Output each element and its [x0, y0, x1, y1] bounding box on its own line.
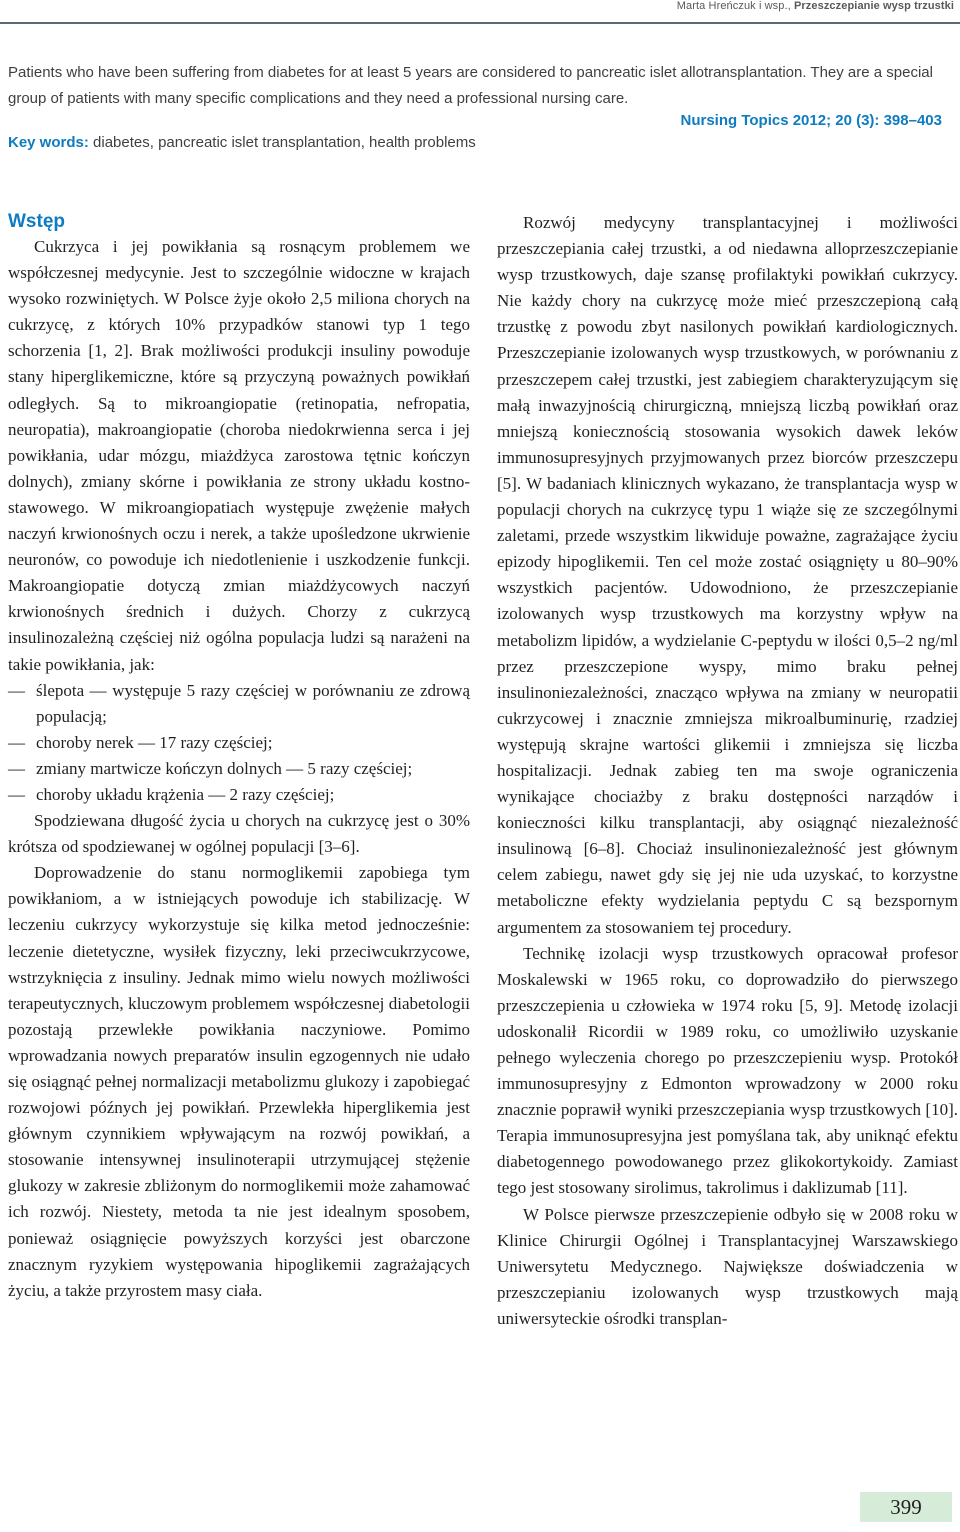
right-column — [497, 210, 958, 1332]
paragraph: Rozwój medycyny transplantacyjnej i możliwości przeszczepiania całej trzustki, a od niedawna alloprzeszczepianie wysp trzustkowych, daje szansę profilaktyki powikłań cukrzycy. Nie każdy chory na cukrzycę może mieć przeszczepioną całą trzustkę z powodu zbyt nasilonych powikłań kardiologicznych. Przeszczepianie izolowanych wysp trzustkowych, w porównaniu z przeszczepem całej trzustki, jest zabiegiem charakteryzującym się małą inwazyjnością chirurgiczną, mniejszą liczbą powikłań oraz mniejszą koniecznością stosowania wysokich dawek leków immunosupresyjnych przyjmowanych przez biorców przeszczepu [5]. W badaniach klinicznych wykazano, że transplantacja wysp w populacji chorych na cukrzycę typu 1 wiąże się ze szczególnymi zaletami, przede wszystkim likwiduje poważne, zagrażające życiu epizody hipoglikemii. Ten cel może zostać osiągnięty u 80–90% wszystkich pacjentów. Udowodniono, że przeszczepianie izolowanych wysp trzustkowych ma korzystny wpływ na metabolizm lipidów, a wydzielanie C-peptydu w ilości 0,5–2 ng/ml przez przeszczepione wyspy, mimo braku pełnej insulinoniezależności, znacząco wpływa na zmiany w neuropatii cukrzycowej i znacznie zmniejsza mikroalbuminurię, rzadziej występują skrajne wartości glikemii i zmniejsza się liczba hospitalizacji. Jednak zabieg ten ma swoje ograniczenia wynikające chociażby z braku dostępności narządów i konieczności kilku transplantacji, aby osiągnąć niezależność insulinową [6–8]. Chociaż insulinoniezależność jest głównym celem zabiegu, nawet gdy się jej nie uda uzyskać, to korzystne metaboliczne efekty wydzielania peptydu C są bezspornym argumentem za stosowaniem tej procedury. — [497, 213, 958, 937]
paragraph: Spodziewana długość życia u chorych na cukrzycę jest o 30% krótsza od spodziewanej w ogólnej populacji [3–6]. — [8, 811, 470, 857]
page-number: 399 — [860, 1492, 952, 1522]
running-head-authors: Marta Hreńczuk i wsp., — [676, 0, 791, 12]
paragraph: Cukrzyca i jej powikłania są rosnącym problemem we współczesnej medycynie. Jest to szczególnie widoczne w krajach wysoko rozwiniętych. W Polsce żyje około 2,5 miliona chorych na cukrzycę, z których 10% przypadków stanowi typ 1 tego schorzenia [1, 2]. Brak możliwości produkcji insuliny powoduje stany hiperglikemiczne, które są przyczyną poważnych powikłań odległych. Są to mikroangiopatie (retinopatia, nefropatia, neuropatia), makroangiopatie (choroba niedokrwienna serca i jej powikłania, udar mózgu, miażdżyca zarostowa tętnic kończyn dolnych), zmiany skórne i powikłania ze strony układu kostno-stawowego. W mikroangiopatiach występuje zwężenie małych naczyń krwionośnych oczu i nerek, a także upośledzone ukrwienie neuronów, co powoduje ich niedotlenienie i uszkodzenie funkcji. Makroangiopatie dotyczą zmian miażdżycowych naczyń krwionośnych średnich i dużych. Chorzy z cukrzycą insulinozależną częściej niż ogólna populacja ludzi są narażeni na takie powikłania, jak: — [8, 237, 470, 674]
keywords-text: diabetes, pancreatic islet transplantation, health problems — [93, 134, 476, 151]
left-column — [8, 210, 470, 1304]
keywords-line — [8, 134, 476, 151]
list-item: — ślepota — występuje 5 razy częściej w porównaniu ze zdrową populacją; — [8, 678, 470, 730]
abstract-continuation: Patients who have been suffering from diabetes for at least 5 years are considered to pancreatic islet allotransplantation. They are a special group of patients with many specific complications and they need a professional nursing care. — [8, 64, 933, 107]
keywords-label: Key words: — [8, 134, 89, 151]
running-head — [677, 0, 954, 12]
list-item: — choroby nerek — 17 razy częściej; — [8, 730, 470, 756]
section-heading-wstep: Wstęp — [8, 211, 65, 232]
journal-citation: Nursing Topics 2012; 20 (3): 398–403 — [680, 112, 942, 129]
header-rule — [0, 22, 960, 24]
list-item: — choroby układu krążenia — 2 razy częściej; — [8, 782, 470, 808]
running-head-title: Przeszczepianie wysp trzustki — [793, 0, 954, 12]
paragraph: W Polsce pierwsze przeszczepienie odbyło się w 2008 roku w Klinice Chirurgii Ogólnej i Transplantacyjnej Warszawskiego Uniwersytetu Medycznego. Największe doświadczenia w przeszczepianiu izolowanych wysp trzustkowych mają uniwersyteckie ośrodki transplan- — [497, 1204, 958, 1328]
complications-list — [8, 678, 470, 808]
list-item: — zmiany martwicze kończyn dolnych — 5 razy częściej; — [8, 756, 470, 782]
paragraph: Technikę izolacji wysp trzustkowych opracował profesor Moskalewski w 1965 roku, co doprowadziło do pierwszego przeszczepienia u człowieka w 1974 roku [5, 9]. Metodę izolacji udoskonalił Ricordii w 1989 roku, co umożliwiło uzyskanie pełnego wyleczenia chorego po przeszczepieniu wysp. Protokół immunosupresyjny z Edmonton wprowadzony w 2000 roku znacznie poprawił wyniki przeszczepiania wysp trzustkowych [10]. Terapia immunosupresyjna jest pomyślana tak, aby uniknąć efektu diabetogennego powodowanego przez glikokortykoidy. Zamiast tego jest stosowany sirolimus, takrolimus i daklizumab [11]. — [497, 943, 958, 1198]
paragraph: Doprowadzenie do stanu normoglikemii zapobiega tym powikłaniom, a w istniejących powoduje ich stabilizację. W leczeniu cukrzycy wykorzystuje się kilka metod jednocześnie: leczenie dietetyczne, wysiłek fizyczny, leki przeciwcukrzycowe, wstrzyknięcia z insuliny. Jednak mimo wielu nowych możliwości terapeutycznych, kluczowym problemem współczesnej diabetologii pozostają przewlekłe powikłania naczyniowe. Pomimo wprowadzania nowych preparatów insulin egzogennych nie udało się osiągnąć pełnej normalizacji metabolizmu glukozy i zapobiegać rozwojowi późnych jej powikłań. Przewlekła hiperglikemia jest głównym czynnikiem wpływającym na rozwój powikłań, a stosowanie intensywnej insulinoterapii utrzymującej stężenie glukozy w zakresie zbliżonym do normoglikemii może zahamować ich rozwój. Niestety, metoda ta nie jest idealnym sposobem, ponieważ osiągnięcie powyższych korzyści jest obarczone znacznym ryzykiem występowania hipoglikemii zagrażających życiu, a także przyrostem masy ciała. — [8, 863, 470, 1300]
